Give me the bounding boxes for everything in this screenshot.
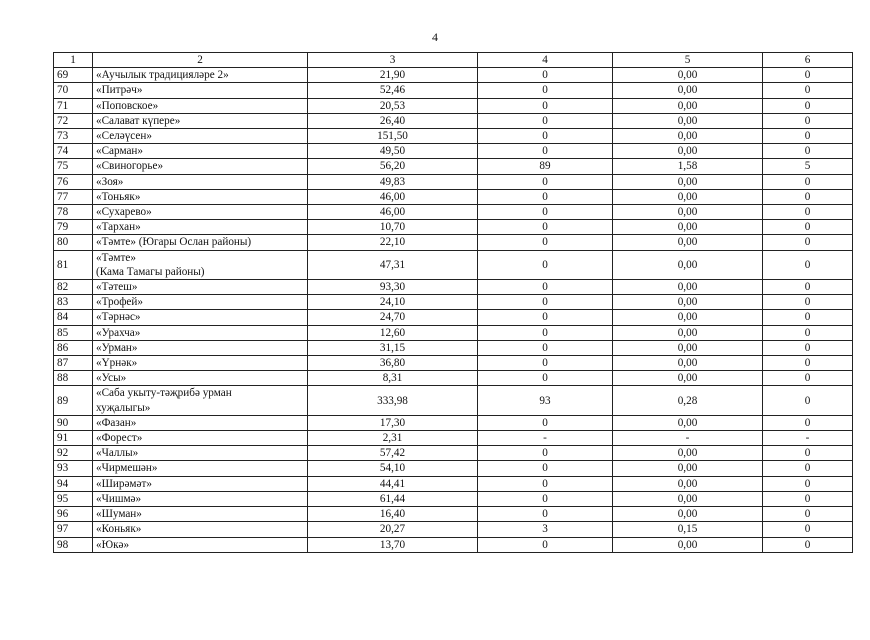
row-number-cell: 97 — [54, 522, 93, 537]
value-cell: 0,00 — [613, 415, 763, 430]
table-body — [54, 53, 853, 553]
value-cell: 0 — [478, 356, 613, 371]
table-row — [54, 83, 853, 98]
value-cell: 0 — [478, 189, 613, 204]
value-cell: 36,80 — [308, 356, 478, 371]
row-number-cell: 98 — [54, 537, 93, 552]
table-row — [54, 98, 853, 113]
column-header: 2 — [93, 53, 308, 68]
table-row — [54, 220, 853, 235]
table-row — [54, 507, 853, 522]
value-cell: 0 — [763, 461, 853, 476]
value-cell: 20,53 — [308, 98, 478, 113]
value-cell: 89 — [478, 159, 613, 174]
value-cell: 0 — [763, 522, 853, 537]
table-row — [54, 129, 853, 144]
name-cell: «Тәмте» (Кама Тамагы районы) — [93, 250, 308, 279]
value-cell: 0 — [478, 325, 613, 340]
value-cell: 0 — [763, 295, 853, 310]
column-header: 6 — [763, 53, 853, 68]
name-cell: «Коньяк» — [93, 522, 308, 537]
table-row — [54, 461, 853, 476]
row-number-cell: 77 — [54, 189, 93, 204]
value-cell: 26,40 — [308, 113, 478, 128]
value-cell: 0,00 — [613, 310, 763, 325]
row-number-cell: 88 — [54, 371, 93, 386]
value-cell: 0 — [478, 113, 613, 128]
row-number-cell: 82 — [54, 280, 93, 295]
value-cell: 61,44 — [308, 491, 478, 506]
value-cell: 0 — [478, 446, 613, 461]
value-cell: 0 — [763, 310, 853, 325]
table-row — [54, 415, 853, 430]
name-cell: «Ширәмәт» — [93, 476, 308, 491]
row-number-cell: 85 — [54, 325, 93, 340]
row-number-cell: 78 — [54, 205, 93, 220]
value-cell: 0,00 — [613, 491, 763, 506]
value-cell: - — [763, 431, 853, 446]
name-cell: «Сарман» — [93, 144, 308, 159]
column-header: 3 — [308, 53, 478, 68]
value-cell: 13,70 — [308, 537, 478, 552]
value-cell: 0,00 — [613, 340, 763, 355]
value-cell: 2,31 — [308, 431, 478, 446]
value-cell: - — [613, 431, 763, 446]
value-cell: 0 — [763, 507, 853, 522]
value-cell: 0 — [478, 476, 613, 491]
value-cell: 0 — [763, 476, 853, 491]
value-cell: 0 — [478, 340, 613, 355]
value-cell: 21,90 — [308, 68, 478, 83]
value-cell: 52,46 — [308, 83, 478, 98]
table-row — [54, 491, 853, 506]
name-cell: «Үрнәк» — [93, 356, 308, 371]
table-row — [54, 446, 853, 461]
value-cell: 0,00 — [613, 356, 763, 371]
value-cell: 0 — [478, 280, 613, 295]
name-cell: «Питрәч» — [93, 83, 308, 98]
name-cell: «Салават күпере» — [93, 113, 308, 128]
table-row — [54, 113, 853, 128]
value-cell: 0 — [478, 129, 613, 144]
name-cell: «Чаллы» — [93, 446, 308, 461]
value-cell: 0 — [763, 371, 853, 386]
table-row — [54, 205, 853, 220]
value-cell: 0 — [763, 174, 853, 189]
value-cell: 24,70 — [308, 310, 478, 325]
table-row — [54, 295, 853, 310]
value-cell: 49,50 — [308, 144, 478, 159]
row-number-cell: 92 — [54, 446, 93, 461]
value-cell: 49,83 — [308, 174, 478, 189]
name-cell: «Поповское» — [93, 98, 308, 113]
name-cell: «Фазан» — [93, 415, 308, 430]
value-cell: 22,10 — [308, 235, 478, 250]
value-cell: 0,00 — [613, 220, 763, 235]
table-row — [54, 144, 853, 159]
value-cell: 0,00 — [613, 325, 763, 340]
value-cell: 44,41 — [308, 476, 478, 491]
value-cell: 0 — [478, 205, 613, 220]
value-cell: 0 — [763, 144, 853, 159]
table-row — [54, 340, 853, 355]
name-cell: «Шуман» — [93, 507, 308, 522]
column-header: 1 — [54, 53, 93, 68]
table-row — [54, 235, 853, 250]
row-number-cell: 94 — [54, 476, 93, 491]
table-row — [54, 431, 853, 446]
value-cell: 20,27 — [308, 522, 478, 537]
name-cell: «Сухарево» — [93, 205, 308, 220]
value-cell: 1,58 — [613, 159, 763, 174]
value-cell: 0 — [763, 356, 853, 371]
value-cell: 0,00 — [613, 129, 763, 144]
name-cell: «Тоньяк» — [93, 189, 308, 204]
value-cell: 0,00 — [613, 446, 763, 461]
value-cell: 46,00 — [308, 205, 478, 220]
value-cell: 0,00 — [613, 371, 763, 386]
name-cell: «Чишмә» — [93, 491, 308, 506]
value-cell: 0,00 — [613, 189, 763, 204]
value-cell: 0 — [478, 371, 613, 386]
table-row — [54, 522, 853, 537]
name-cell: «Тархан» — [93, 220, 308, 235]
value-cell: 10,70 — [308, 220, 478, 235]
value-cell: 0,00 — [613, 205, 763, 220]
name-cell: «Урман» — [93, 340, 308, 355]
table-row — [54, 356, 853, 371]
row-number-cell: 73 — [54, 129, 93, 144]
value-cell: 54,10 — [308, 461, 478, 476]
value-cell: 0 — [763, 220, 853, 235]
value-cell: 0 — [478, 235, 613, 250]
value-cell: 0 — [763, 446, 853, 461]
value-cell: 0,00 — [613, 235, 763, 250]
value-cell: 93,30 — [308, 280, 478, 295]
value-cell: 0 — [763, 250, 853, 279]
row-number-cell: 84 — [54, 310, 93, 325]
table-row — [54, 371, 853, 386]
table-row — [54, 159, 853, 174]
value-cell: 0 — [478, 174, 613, 189]
table-row — [54, 476, 853, 491]
value-cell: 0,00 — [613, 280, 763, 295]
row-number-cell: 95 — [54, 491, 93, 506]
value-cell: 0,00 — [613, 507, 763, 522]
value-cell: 0 — [763, 537, 853, 552]
name-cell: «Тәмте» (Югары Ослан районы) — [93, 235, 308, 250]
value-cell: 56,20 — [308, 159, 478, 174]
value-cell: 46,00 — [308, 189, 478, 204]
value-cell: 0 — [763, 129, 853, 144]
value-cell: 0,00 — [613, 295, 763, 310]
value-cell: 0 — [478, 491, 613, 506]
value-cell: 0 — [478, 461, 613, 476]
name-cell: «Тәтеш» — [93, 280, 308, 295]
value-cell: 0,15 — [613, 522, 763, 537]
value-cell: 0,00 — [613, 68, 763, 83]
row-number-cell: 76 — [54, 174, 93, 189]
value-cell: 0,00 — [613, 250, 763, 279]
value-cell: 0 — [478, 83, 613, 98]
column-header: 5 — [613, 53, 763, 68]
value-cell: 333,98 — [308, 386, 478, 415]
row-number-cell: 93 — [54, 461, 93, 476]
table-row — [54, 250, 853, 279]
row-number-cell: 90 — [54, 415, 93, 430]
row-number-cell: 79 — [54, 220, 93, 235]
value-cell: 0 — [478, 250, 613, 279]
value-cell: 0 — [478, 295, 613, 310]
name-cell: «Урахча» — [93, 325, 308, 340]
row-number-cell: 81 — [54, 250, 93, 279]
value-cell: 47,31 — [308, 250, 478, 279]
row-number-cell: 75 — [54, 159, 93, 174]
value-cell: 8,31 — [308, 371, 478, 386]
row-number-cell: 70 — [54, 83, 93, 98]
value-cell: 0 — [478, 144, 613, 159]
table-row — [54, 537, 853, 552]
value-cell: 0 — [763, 68, 853, 83]
value-cell: 93 — [478, 386, 613, 415]
column-header: 4 — [478, 53, 613, 68]
row-number-cell: 71 — [54, 98, 93, 113]
value-cell: 0,00 — [613, 83, 763, 98]
value-cell: 0 — [478, 507, 613, 522]
value-cell: 0 — [763, 325, 853, 340]
value-cell: 0 — [478, 68, 613, 83]
name-cell: «Зоя» — [93, 174, 308, 189]
value-cell: 57,42 — [308, 446, 478, 461]
value-cell: 0 — [763, 491, 853, 506]
name-cell: «Тәрнәс» — [93, 310, 308, 325]
name-cell: «Форест» — [93, 431, 308, 446]
row-number-cell: 86 — [54, 340, 93, 355]
value-cell: 0 — [763, 205, 853, 220]
table-row — [54, 68, 853, 83]
page-number: 4 — [432, 30, 438, 44]
value-cell: 0 — [478, 220, 613, 235]
row-number-cell: 89 — [54, 386, 93, 415]
value-cell: 31,15 — [308, 340, 478, 355]
value-cell: 0 — [763, 98, 853, 113]
value-cell: 0 — [763, 415, 853, 430]
value-cell: 151,50 — [308, 129, 478, 144]
row-number-cell: 91 — [54, 431, 93, 446]
value-cell: 0 — [478, 537, 613, 552]
value-cell: 0,28 — [613, 386, 763, 415]
name-cell: «Юкә» — [93, 537, 308, 552]
name-cell: «Свиногорье» — [93, 159, 308, 174]
table-row — [54, 280, 853, 295]
value-cell: 0 — [763, 189, 853, 204]
value-cell: 3 — [478, 522, 613, 537]
row-number-cell: 96 — [54, 507, 93, 522]
value-cell: 0,00 — [613, 98, 763, 113]
value-cell: 0 — [763, 83, 853, 98]
value-cell: 0,00 — [613, 144, 763, 159]
row-number-cell: 87 — [54, 356, 93, 371]
row-number-cell: 74 — [54, 144, 93, 159]
name-cell: «Селәүсен» — [93, 129, 308, 144]
value-cell: 16,40 — [308, 507, 478, 522]
data-table — [53, 52, 853, 553]
value-cell: 0,00 — [613, 113, 763, 128]
value-cell: 0 — [763, 280, 853, 295]
value-cell: 0 — [763, 235, 853, 250]
value-cell: 0 — [478, 98, 613, 113]
row-number-cell: 69 — [54, 68, 93, 83]
value-cell: 0,00 — [613, 476, 763, 491]
table-row — [54, 174, 853, 189]
value-cell: 0,00 — [613, 174, 763, 189]
row-number-cell: 80 — [54, 235, 93, 250]
table-row — [54, 189, 853, 204]
table-row — [54, 310, 853, 325]
value-cell: 0 — [763, 113, 853, 128]
value-cell: 0 — [478, 415, 613, 430]
value-cell: - — [478, 431, 613, 446]
name-cell: «Аучылык традицияләре 2» — [93, 68, 308, 83]
value-cell: 12,60 — [308, 325, 478, 340]
name-cell: «Саба укыту-тәҗрибә урман хуҗалыгы» — [93, 386, 308, 415]
value-cell: 0 — [478, 310, 613, 325]
value-cell: 17,30 — [308, 415, 478, 430]
row-number-cell: 72 — [54, 113, 93, 128]
value-cell: 0 — [763, 386, 853, 415]
table-row — [54, 325, 853, 340]
name-cell: «Усы» — [93, 371, 308, 386]
value-cell: 0 — [763, 340, 853, 355]
name-cell: «Чирмешән» — [93, 461, 308, 476]
value-cell: 24,10 — [308, 295, 478, 310]
name-cell: «Трофей» — [93, 295, 308, 310]
value-cell: 0,00 — [613, 537, 763, 552]
table-header-row — [54, 53, 853, 68]
table-row — [54, 386, 853, 415]
row-number-cell: 83 — [54, 295, 93, 310]
value-cell: 0,00 — [613, 461, 763, 476]
value-cell: 5 — [763, 159, 853, 174]
